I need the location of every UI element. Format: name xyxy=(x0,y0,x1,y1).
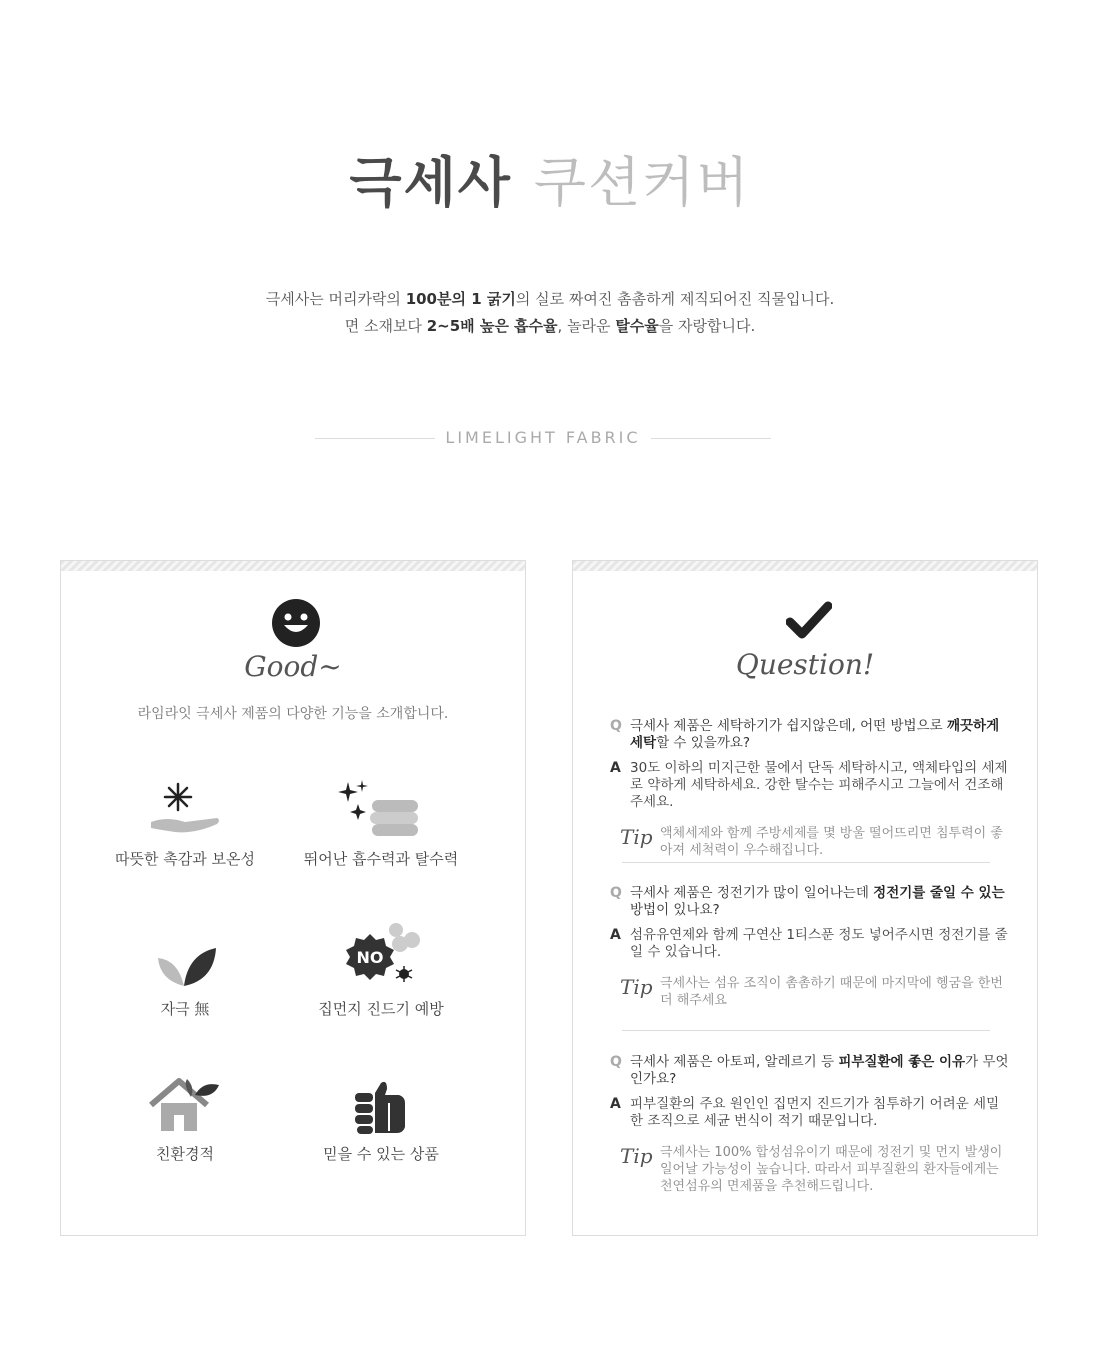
question-highlight: 정전기를 줄일 수 있는 xyxy=(873,885,1005,901)
feature-dust-mite xyxy=(286,920,476,1019)
tip-mark: Tip xyxy=(620,1144,653,1168)
question-text: 극세사 제품은 정전기가 많이 일어나는데 xyxy=(630,885,874,901)
feature-no-irritation xyxy=(90,920,280,1019)
question-text-end: 할 수 있을까요? xyxy=(656,735,751,751)
intro-line1-a: 극세사는 머리카락의 xyxy=(265,290,406,308)
intro-line1-c: 의 실로 짜여진 촘촘하게 제직되어진 직물입니다. xyxy=(515,290,835,308)
feature-eco xyxy=(90,1065,280,1164)
title-bold: 극세사 xyxy=(349,151,512,214)
fabric-label: LIMELIGHT FABRIC xyxy=(445,428,641,447)
snowflake-hand-icon xyxy=(145,776,225,840)
tip-text: 극세사는 섬유 조직이 촘촘하기 때문에 마지막에 헹굼을 한번 더 해주세요 xyxy=(660,976,1003,1008)
question-text-end: 방법이 있나요? xyxy=(630,902,720,918)
intro-text xyxy=(0,286,1100,340)
tip-mark: Tip xyxy=(620,975,653,999)
intro-line2-a: 면 소재보다 xyxy=(344,317,427,335)
intro-line1-b: 100분의 1 굵기 xyxy=(405,290,516,308)
panel-stripe xyxy=(61,561,525,571)
qa-item xyxy=(610,1054,1010,1195)
qa-separator xyxy=(622,862,990,863)
qa-item xyxy=(610,718,1010,859)
intro-line2-c: , 놀라운 xyxy=(557,317,616,335)
q-mark: Q xyxy=(610,885,622,901)
eco-house-icon xyxy=(147,1075,223,1135)
answer-text: 피부질환의 주요 원인인 집먼지 진드기가 침투하기 어려운 세밀한 조직으로 세균 번식이 적기 때문입니다. xyxy=(630,1096,1000,1129)
intro-line2-d: 탈수율 xyxy=(615,317,659,335)
intro-line2-e: 을 자랑합니다. xyxy=(658,317,756,335)
feature-label: 따뜻한 촉감과 보온성 xyxy=(115,850,255,868)
no-mite-icon xyxy=(336,920,426,990)
answer-text: 30도 이하의 미지근한 물에서 단독 세탁하시고, 액체타입의 세제로 약하게 세탁하세요. 강한 탈수는 피해주시고 그늘에서 건조해주세요. xyxy=(630,760,1008,810)
checkmark-icon xyxy=(786,600,832,640)
question-text: 극세사 제품은 아토피, 알레르기 등 xyxy=(630,1054,839,1070)
feature-label: 뛰어난 흡수력과 탈수력 xyxy=(303,850,459,868)
q-mark: Q xyxy=(610,718,622,734)
question-title: Question! xyxy=(735,648,875,681)
tip-text: 액체세제와 함께 주방세제를 몇 방울 떨어뜨리면 침투력이 좋아져 세척력이 우수해집니다. xyxy=(660,826,1003,858)
question-text-end: 가 무엇인가요? xyxy=(630,1054,1009,1087)
tip-text: 극세사는 100% 합성섬유이기 때문에 정전기 및 먼지 발생이 일어날 가능성이 높습니다. 따라서 피부질환의 환자들에게는 천연섬유의 면제품을 추천해드립니다. xyxy=(660,1145,1003,1194)
intro-line2-b: 2~5배 높은 흡수율 xyxy=(426,317,558,335)
thumbs-up-icon xyxy=(351,1079,411,1135)
good-title: Good~ xyxy=(244,650,342,683)
feature-label: 친환경적 xyxy=(156,1145,214,1163)
feature-label: 자극 無 xyxy=(160,1000,210,1018)
answer-text: 섬유유연제와 함께 구연산 1티스푼 정도 넣어주시면 정전기를 줄일 수 있습니다. xyxy=(630,927,1008,960)
good-subtitle: 라임라잇 극세사 제품의 다양한 기능을 소개합니다. xyxy=(137,706,449,722)
qa-separator xyxy=(622,1030,990,1031)
qa-item xyxy=(610,885,1010,1009)
feature-label: 집먼지 진드기 예방 xyxy=(318,1000,444,1018)
a-mark: A xyxy=(610,927,621,943)
feature-label: 믿을 수 있는 상품 xyxy=(323,1145,439,1163)
question-text: 극세사 제품은 세탁하기가 쉽지않은데, 어떤 방법으로 xyxy=(630,718,947,734)
divider-line-right xyxy=(651,438,771,439)
a-mark: A xyxy=(610,1096,621,1112)
question-highlight: 깨끗하게 세탁 xyxy=(630,718,1000,751)
a-mark: A xyxy=(610,760,621,776)
leaf-icon xyxy=(150,940,220,990)
fabric-divider xyxy=(315,428,771,448)
question-highlight: 피부질환에 좋은 이유 xyxy=(838,1054,966,1070)
towel-sparkle-icon xyxy=(336,778,426,840)
page-title xyxy=(0,140,1100,217)
title-light: 쿠션커버 xyxy=(533,151,751,214)
feature-trust xyxy=(286,1065,476,1164)
feature-absorption xyxy=(286,770,476,869)
no-badge: NO xyxy=(356,948,384,967)
smiley-icon xyxy=(270,597,322,649)
tip-mark: Tip xyxy=(620,825,653,849)
feature-warmth xyxy=(90,770,280,869)
panel-stripe xyxy=(573,561,1037,571)
q-mark: Q xyxy=(610,1054,622,1070)
